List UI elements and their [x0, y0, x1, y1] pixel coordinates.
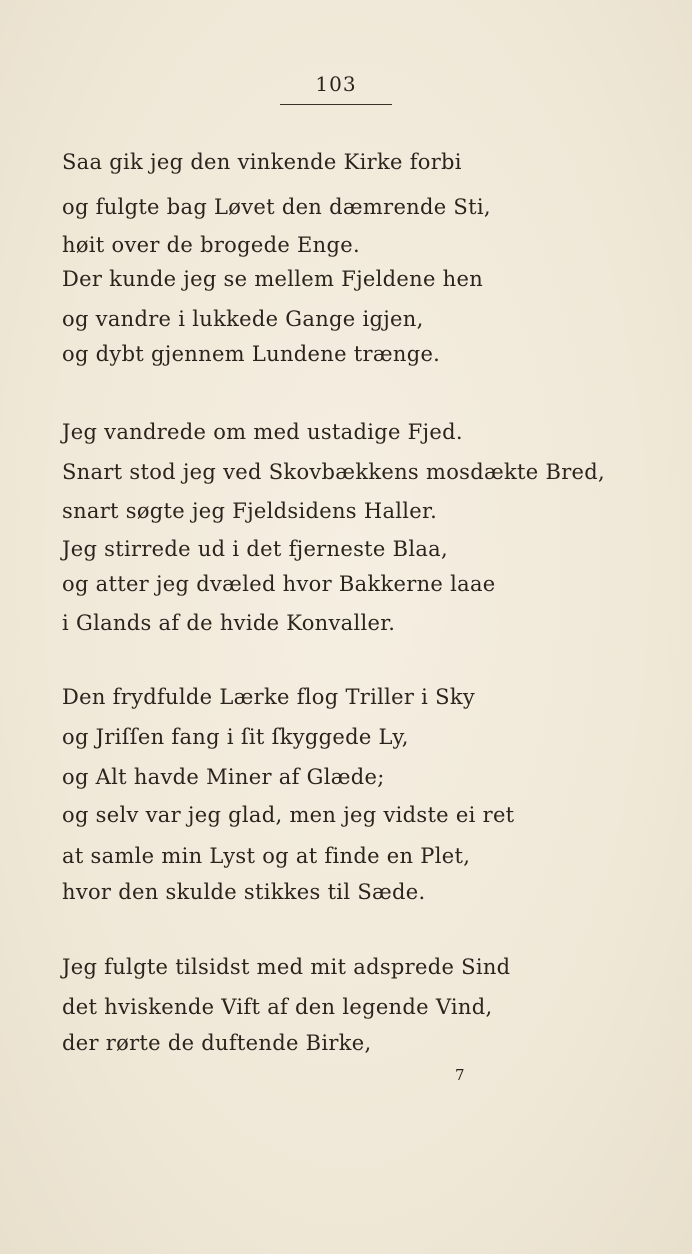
poem-line: det hviskende Vift af den legende Vind, — [62, 995, 493, 1019]
header-rule — [280, 104, 392, 105]
poem-line: høit over de brogede Enge. — [62, 233, 360, 257]
poem-line: der rørte de duftende Birke, — [62, 1031, 372, 1055]
poem-line: Der kunde jeg se mellem Fjeldene hen — [62, 267, 484, 291]
poem-line: og dybt gjennem Lundene trænge. — [62, 342, 441, 366]
poem-line: hvor den skulde stikkes til Sæde. — [62, 880, 426, 904]
poem-line: at samle min Lyst og at finde en Plet, — [62, 844, 471, 868]
poem-line: Snart stod jeg ved Skovbækkens mosdækte Bred, — [62, 460, 605, 484]
poem-line: og Alt havde Miner af Glæde; — [62, 765, 385, 789]
poem-line: og selv var jeg glad, men jeg vidste ei ret — [62, 803, 515, 827]
poem-line: og fulgte bag Løvet den dæmrende Sti, — [62, 195, 491, 219]
poem-line: Jeg stirrede ud i det fjerneste Blaa, — [62, 537, 448, 561]
poem-line: snart søgte jeg Fjeldsidens Haller. — [62, 499, 438, 523]
page-number: 103 — [315, 72, 357, 96]
poem-line: Saa gik jeg den vinkende Kirke forbi — [62, 150, 462, 174]
poem-line: og vandre i lukkede Gange igjen, — [62, 307, 424, 331]
poem-line: Den frydfulde Lærke flog Triller i Sky — [62, 685, 476, 709]
signature-mark: 7 — [455, 1066, 465, 1084]
poem-line: og Jriſſen fang i ſit ſkyggede Ly, — [62, 725, 409, 749]
poem-line: og atter jeg dvæled hvor Bakkerne laae — [62, 572, 496, 596]
poem-line: Jeg vandrede om med ustadige Fjed. — [62, 420, 463, 444]
poem-line: Jeg fulgte tilsidst med mit adsprede Sind — [62, 955, 511, 979]
poem-line: i Glands af de hvide Konvaller. — [62, 611, 396, 635]
